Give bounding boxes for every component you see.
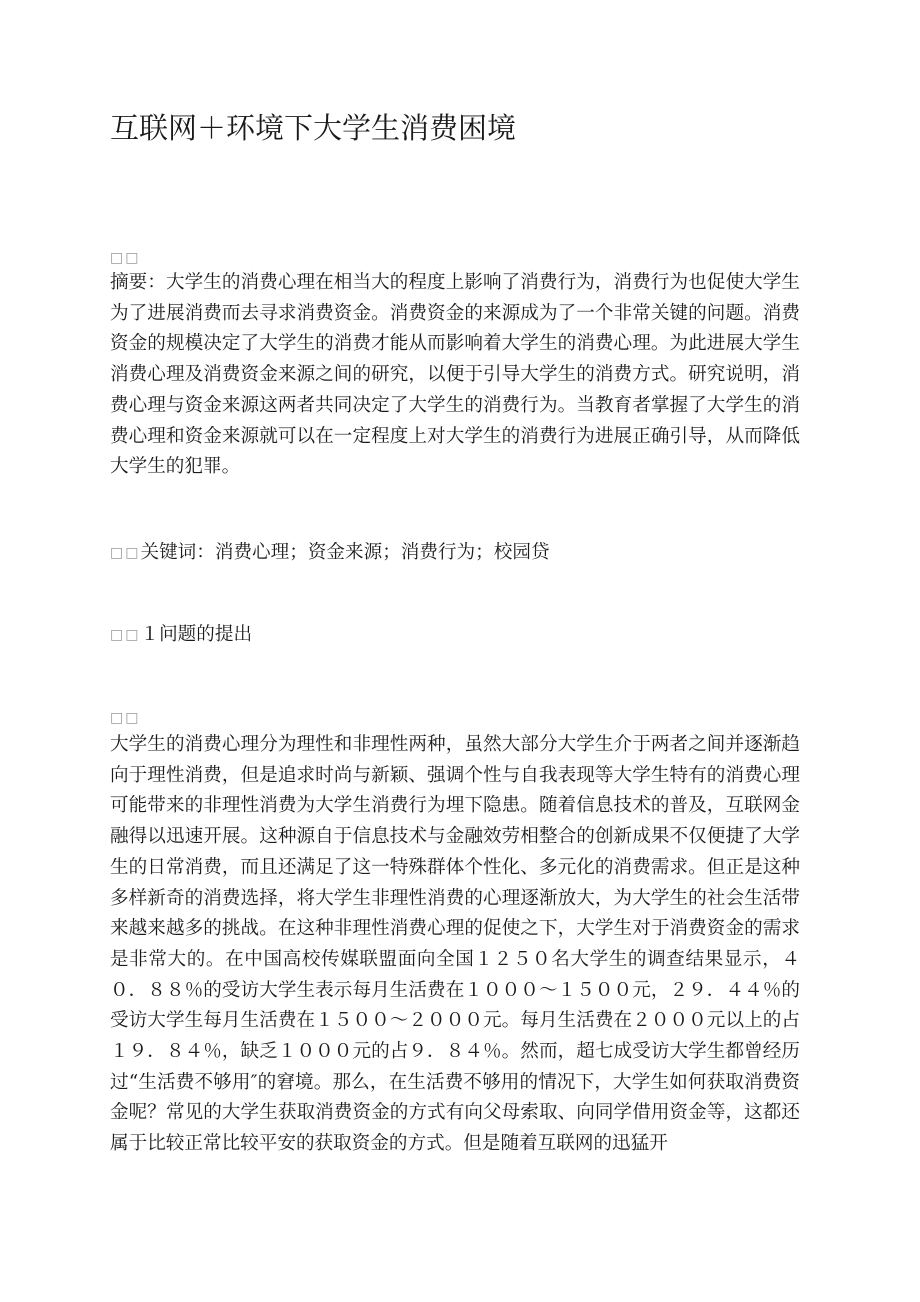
box-marker: □□ [110, 627, 141, 643]
section-heading [110, 620, 252, 650]
keywords-text: 关键词：消费心理；资金来源；消费行为；校园贷 [140, 542, 550, 563]
box-marker: □□ [110, 710, 141, 726]
box-marker: □□ [110, 250, 141, 266]
document-title: 互联网＋环境下大学生消费困境 [110, 111, 517, 145]
body-paragraph: 大学生的消费心理分为理性和非理性两种，虽然大部分大学生介于两者之间并逐渐趋向于理性消费，但是追求时尚与新颖、强调个性与自我表现等大学生特有的消费心理可能带来的非理性消费为大学生消费行为埋下隐患。随着信息技术的普及，互联网金融得以迅速开展。这种源自于信息技术与金融效劳相整合的创新成果不仅便捷了大学生的日常消费，而且还满足了这一特殊群体个性化、多元化的消费需求。但正是这种多样新奇的消费选择，将大学生非理性消费的心理逐渐放大，为大学生的社会生活带来越来越多的挑战。在这种非理性消费心理的促使之下，大学生对于消费资金的需求是非常大的。在中国高校传媒联盟面向全国１２５０名大学生的调查结果显示，４０．８８％的受访大学生表示每月生活费在１０００～１５００元，２９．４４％的受访大学生每月生活费在１５００～２０００元。每月生活费在２０００元以上的占１９．８４％，缺乏１０００元的占９．８４％。然而，超七成受访大学生都曾经历过“生活费不够用″的窘境。那么，在生活费不够用的情况下，大学生如何获取消费资金呢？常见的大学生获取消费资金的方式有向父母索取、向同学借用资金等，这都还属于比较正常比较平安的获取资金的方式。但是随着互联网的迅猛开 [110, 734, 800, 1155]
box-marker: □□ [110, 545, 141, 561]
keywords-line [110, 538, 550, 568]
section-heading-text: １问题的提出 [140, 624, 253, 645]
abstract-paragraph: 摘要：大学生的消费心理在相当大的程度上影响了消费行为，消费行为也促使大学生为了进展消费而去寻求消费资金。消费资金的来源成为了一个非常关键的问题。消费资金的规模决定了大学生的消费才能从而影响着大学生的消费心理。为此进展大学生消费心理及消费资金来源之间的研究，以便于引导大学生的消费方式。研究说明，消费心理与资金来源这两者共同决定了大学生的消费行为。当教育者掌握了大学生的消费心理和资金来源就可以在一定程度上对大学生的消费行为进展正确引导，从而降低大学生的犯罪。 [110, 272, 800, 478]
